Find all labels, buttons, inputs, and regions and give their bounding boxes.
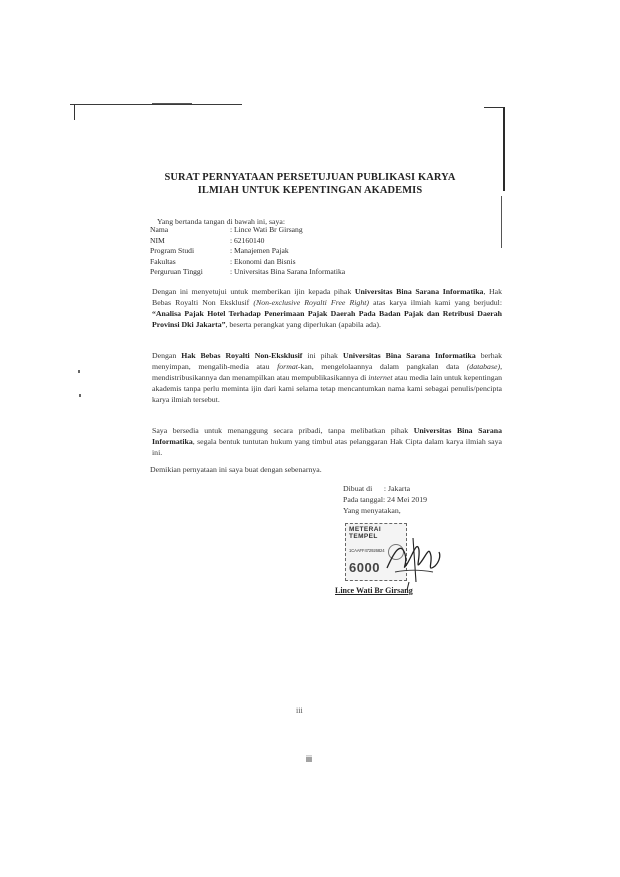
consent-paragraph: [152, 287, 502, 331]
identity-label: Fakultas: [150, 256, 176, 266]
scan-border: [74, 104, 75, 120]
para-italic: format: [277, 361, 298, 371]
signature-icon: [383, 520, 443, 592]
identity-row: [150, 246, 345, 257]
institution-name: Universitas Bina Sarana Informatika: [354, 287, 484, 296]
para-italic: (database): [466, 361, 501, 371]
scan-border: [70, 104, 242, 105]
identity-value: : Ekonomi dan Bisnis: [230, 256, 296, 266]
rights-paragraph: [152, 351, 502, 406]
scanned-page: [70, 100, 505, 750]
scan-speck: [79, 394, 81, 397]
scan-page-number: iii: [296, 706, 303, 715]
para-text: berhak menyimpan, mengalih-media atau: [152, 351, 502, 371]
thesis-title: “Analisa Pajak Hotel Terhadap Penerimaan Pajak Daerah Pada Badan Pajak dan Retribusi Daerah Provinsi Dki Jakarta”: [152, 308, 502, 329]
title-line-2: ILMIAH UNTUK KEPENTINGAN AKADEMIS: [197, 185, 423, 196]
place-line: Dibuat di : Jakarta: [343, 484, 411, 493]
para-text: -kan, mengelolaannya dalam pangkalan data: [297, 361, 467, 371]
para-text: Saya bersedia untuk menanggung secara pribadi, tanpa melibatkan pihak: [152, 426, 414, 435]
identity-table: [150, 225, 345, 278]
para-text: atau media lain untuk kepentingan akademis tanpa perlu meminta ijin dari kami selama tetap mencantumkan nama kami sebagai penulis/pencipta karya ilmiah tersebut.: [152, 372, 502, 404]
para-text: atas karya ilmiah kami yang berjudul:: [368, 297, 502, 307]
para-text: Dengan: [152, 351, 182, 360]
identity-value: : Lince Wati Br Girsang: [230, 225, 303, 234]
stamp-value: 6000: [349, 560, 380, 575]
scan-border: [152, 103, 192, 104]
title-line-1: SURAT PERNYATAAN PERSETUJUAN PUBLIKASI KARYA: [164, 172, 456, 183]
closing-text: Demikian pernyataan ini saya buat dengan sebenarnya.: [150, 465, 322, 474]
para-italic: internet: [368, 372, 393, 382]
scan-speck: [78, 370, 80, 373]
identity-label: Nama: [150, 225, 169, 234]
date-line: Pada tanggal: 24 Mei 2019: [343, 495, 428, 504]
para-text: ini pihak: [302, 351, 343, 360]
signer-name: Lince Wati Br Girsang: [335, 586, 413, 595]
identity-row: [150, 225, 345, 236]
declarant-line: Yang menyatakan,: [343, 506, 401, 515]
liability-paragraph: [152, 426, 502, 459]
para-italic: (Non-exclusive Royalti Free Right): [253, 297, 369, 307]
page-number: iii: [306, 754, 312, 764]
identity-value: : Universitas Bina Sarana Informatika: [230, 267, 346, 277]
identity-value: : 62160140: [230, 235, 265, 245]
institution-name: Universitas Bina Sarana Informatika: [152, 426, 502, 446]
identity-value: : Manajemen Pajak: [230, 246, 289, 256]
scan-border: [503, 107, 505, 191]
identity-label: NIM: [150, 235, 165, 245]
para-text: Dengan ini menyetujui untuk memberikan ijin kepada pihak: [152, 287, 355, 296]
institution-name: Universitas Bina Sarana Informatika: [342, 351, 476, 360]
rights-term: Hak Bebas Royalti Non-Eksklusif: [181, 351, 303, 360]
para-text: , beserta perangkat yang diperlukan (apabila ada).: [225, 319, 381, 329]
intro-text: Yang bertanda tangan di bawah ini, saya:: [157, 217, 286, 226]
document-title: [150, 171, 470, 197]
scan-border: [501, 196, 502, 248]
identity-row: [150, 267, 345, 278]
para-text: , mendistribusikannya dan menampilkan atau mempublikasikannya di: [152, 361, 503, 382]
identity-label: Program Studi: [150, 246, 195, 256]
para-text: , segala bentuk tuntutan hukum yang timbul atas pelanggaran Hak Cipta dalam karya ilmiah saya ini.: [152, 436, 502, 457]
stamp-serial: 1CAAFF472926824: [349, 548, 385, 553]
identity-row: [150, 236, 345, 247]
identity-label: Perguruan Tinggi: [150, 267, 203, 277]
scan-border: [484, 107, 504, 108]
para-text: , Hak Bebas Royalti Non Eksklusif: [152, 287, 503, 307]
stamp-title: METERAI TEMPEL: [349, 526, 382, 540]
identity-row: [150, 257, 345, 268]
